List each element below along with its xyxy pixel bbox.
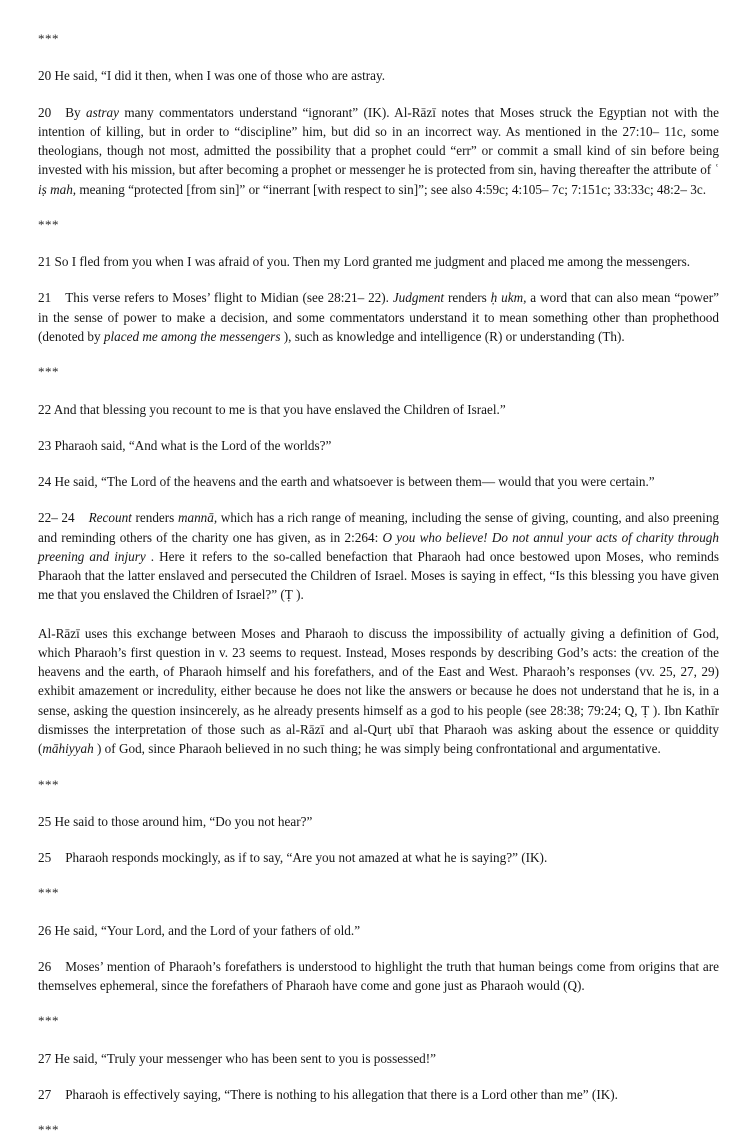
body-text: which has a rich range of meaning, including the sense of giving, counting, and also preening and reminding others of the charity one has given, as in 2:264:: [38, 510, 720, 545]
body-text: ) of God, since Pharaoh believed in no such thing; he was simply being confrontational and argumentative.: [93, 741, 661, 757]
page-content: [38, 32, 719, 1138]
verse-text: 24 He said, “The Lord of the heavens and the earth and whatsoever is between them— would that you were certain.”: [38, 474, 655, 490]
body-text: Pharaoh responds mockingly, as if to say, “Are you not amazed at what he is saying?” (IK).: [65, 850, 548, 866]
emphasis-text: iṣ mah,: [38, 181, 77, 197]
commentary-paragraph: [38, 103, 719, 199]
section-separator: ***: [38, 1122, 59, 1138]
verse-text: 25 He said to those around him, “Do you not hear?”: [38, 813, 313, 829]
body-text: Al-Rāzī uses this exchange between Moses and Pharaoh to discuss the impossibility of actually giving a definition of God, which Pharaoh’s first question in v. 23 seems to request. Instead, Moses responds by describing God’s acts: the creation of the heavens and the earth, of Pharaoh himself and his forefathers, and of the East and West. Pharaoh’s responses (vv. 25, 27, 29) exhibit amazement or incredulity, either because he does not like the answers or because he does not understand that he is, in a sense, asking the question insincerely, as he already presents himself as a god to his people (see 28:38; 79:24; Q, Ṭ ). Ibn Kathīr dismisses the interpretation of those such as al-Rāzī and al-Qurṭ ubī that Pharaoh was asking about the essence or quiddity (: [38, 625, 719, 757]
body-text: By: [65, 104, 86, 120]
body-text: This verse refers to Moses’ flight to Midian (see 28:21– 22).: [65, 290, 393, 306]
commentary-paragraph: [38, 848, 719, 867]
body-text: 22– 24: [38, 510, 75, 526]
section-separator: ***: [38, 885, 59, 901]
body-text: meaning “protected [from sin]” or “inerrant [with respect to sin]”; see also 4:59c; 4:105– 7c; 7:151c; 33:33c; 48:2– 3c.: [76, 181, 706, 197]
emphasis-text: O you who believe! Do not annul your acts of charity through preening and injury: [38, 529, 719, 564]
emphasis-text: mannā,: [177, 510, 218, 526]
section-separator: ***: [38, 31, 59, 46]
emphasis-text: astray: [85, 104, 119, 120]
body-text: . Here it refers to the so-called benefaction that Pharaoh had once bestowed upon Moses, who reminds Pharaoh that the latter enslaved and persecuted the Children of Israel. Moses is saying in effect, “Is this blessing you have given me that you enslaved the Children of Israel?” (Ṭ ).: [38, 548, 719, 603]
verse-text: 22 And that blessing you recount to me is that you have enslaved the Children of Israel.”: [38, 401, 506, 417]
emphasis-text: Recount: [88, 510, 132, 526]
verse-text: 23 Pharaoh said, “And what is the Lord of the worlds?”: [38, 437, 332, 453]
body-text: 25: [38, 850, 52, 866]
body-text: 21: [38, 290, 52, 306]
body-text: renders: [444, 290, 491, 306]
commentary-paragraph: [38, 508, 719, 604]
body-text: a word that can also mean “power” in the sense of power to make a decision, and some commentators understand it to mean something other than prophethood (denoted by: [38, 290, 719, 344]
emphasis-text: placed me among the messengers: [103, 328, 281, 344]
section-separator: ***: [38, 776, 59, 792]
verse-text: 20 He said, “I did it then, when I was one of those who are astray.: [38, 68, 386, 84]
section-separator: ***: [38, 1013, 59, 1029]
commentary-paragraph-continued: [38, 624, 719, 759]
emphasis-text: māhiyyah: [42, 741, 94, 757]
verse-text: 26 He said, “Your Lord, and the Lord of your fathers of old.”: [38, 922, 361, 938]
body-text: 20: [38, 104, 52, 120]
body-text: 26: [38, 958, 52, 974]
body-text: Moses’ mention of Pharaoh’s forefathers is understood to highlight the truth that human beings come from origins that are themselves ephemeral, since the forefathers of Pharaoh have come and gone just as Pharaoh would (Q).: [38, 958, 719, 994]
body-text: ), such as knowledge and intelligence (R) or understanding (Th).: [280, 328, 625, 344]
section-separator: ***: [38, 364, 59, 380]
emphasis-text: Judgment: [392, 290, 445, 306]
body-text: renders: [131, 510, 178, 526]
verse-text: 27 He said, “Truly your messenger who has been sent to you is possessed!”: [38, 1050, 437, 1066]
commentary-paragraph: [38, 957, 719, 996]
commentary-paragraph: [38, 288, 719, 346]
commentary-paragraph: [38, 1085, 719, 1104]
verse-text: 21 So I fled from you when I was afraid of you. Then my Lord granted me judgment and placed me among the messengers.: [38, 254, 690, 270]
body-text: 27: [38, 1087, 52, 1103]
body-text: many commentators understand “ignorant” (IK). Al-Rāzī notes that Moses struck the Egyptian not with the intention of killing, but in order to “discipline” him, but did so in an incorrect way. As mentioned in the 27:10– 11c, some theologians, though not most, admitted the possibility that a prophet could “err” or commit a small kind of sin before being invested with his mission, but after becoming a prophet or messenger he is protected from sin, having thereafter the attribute of ʿ: [38, 104, 719, 178]
body-text: Pharaoh is effectively saying, “There is nothing to his allegation that there is a Lord other than me” (IK).: [65, 1087, 618, 1103]
section-separator: ***: [38, 216, 59, 232]
emphasis-text: ḥ ukm,: [490, 290, 527, 306]
